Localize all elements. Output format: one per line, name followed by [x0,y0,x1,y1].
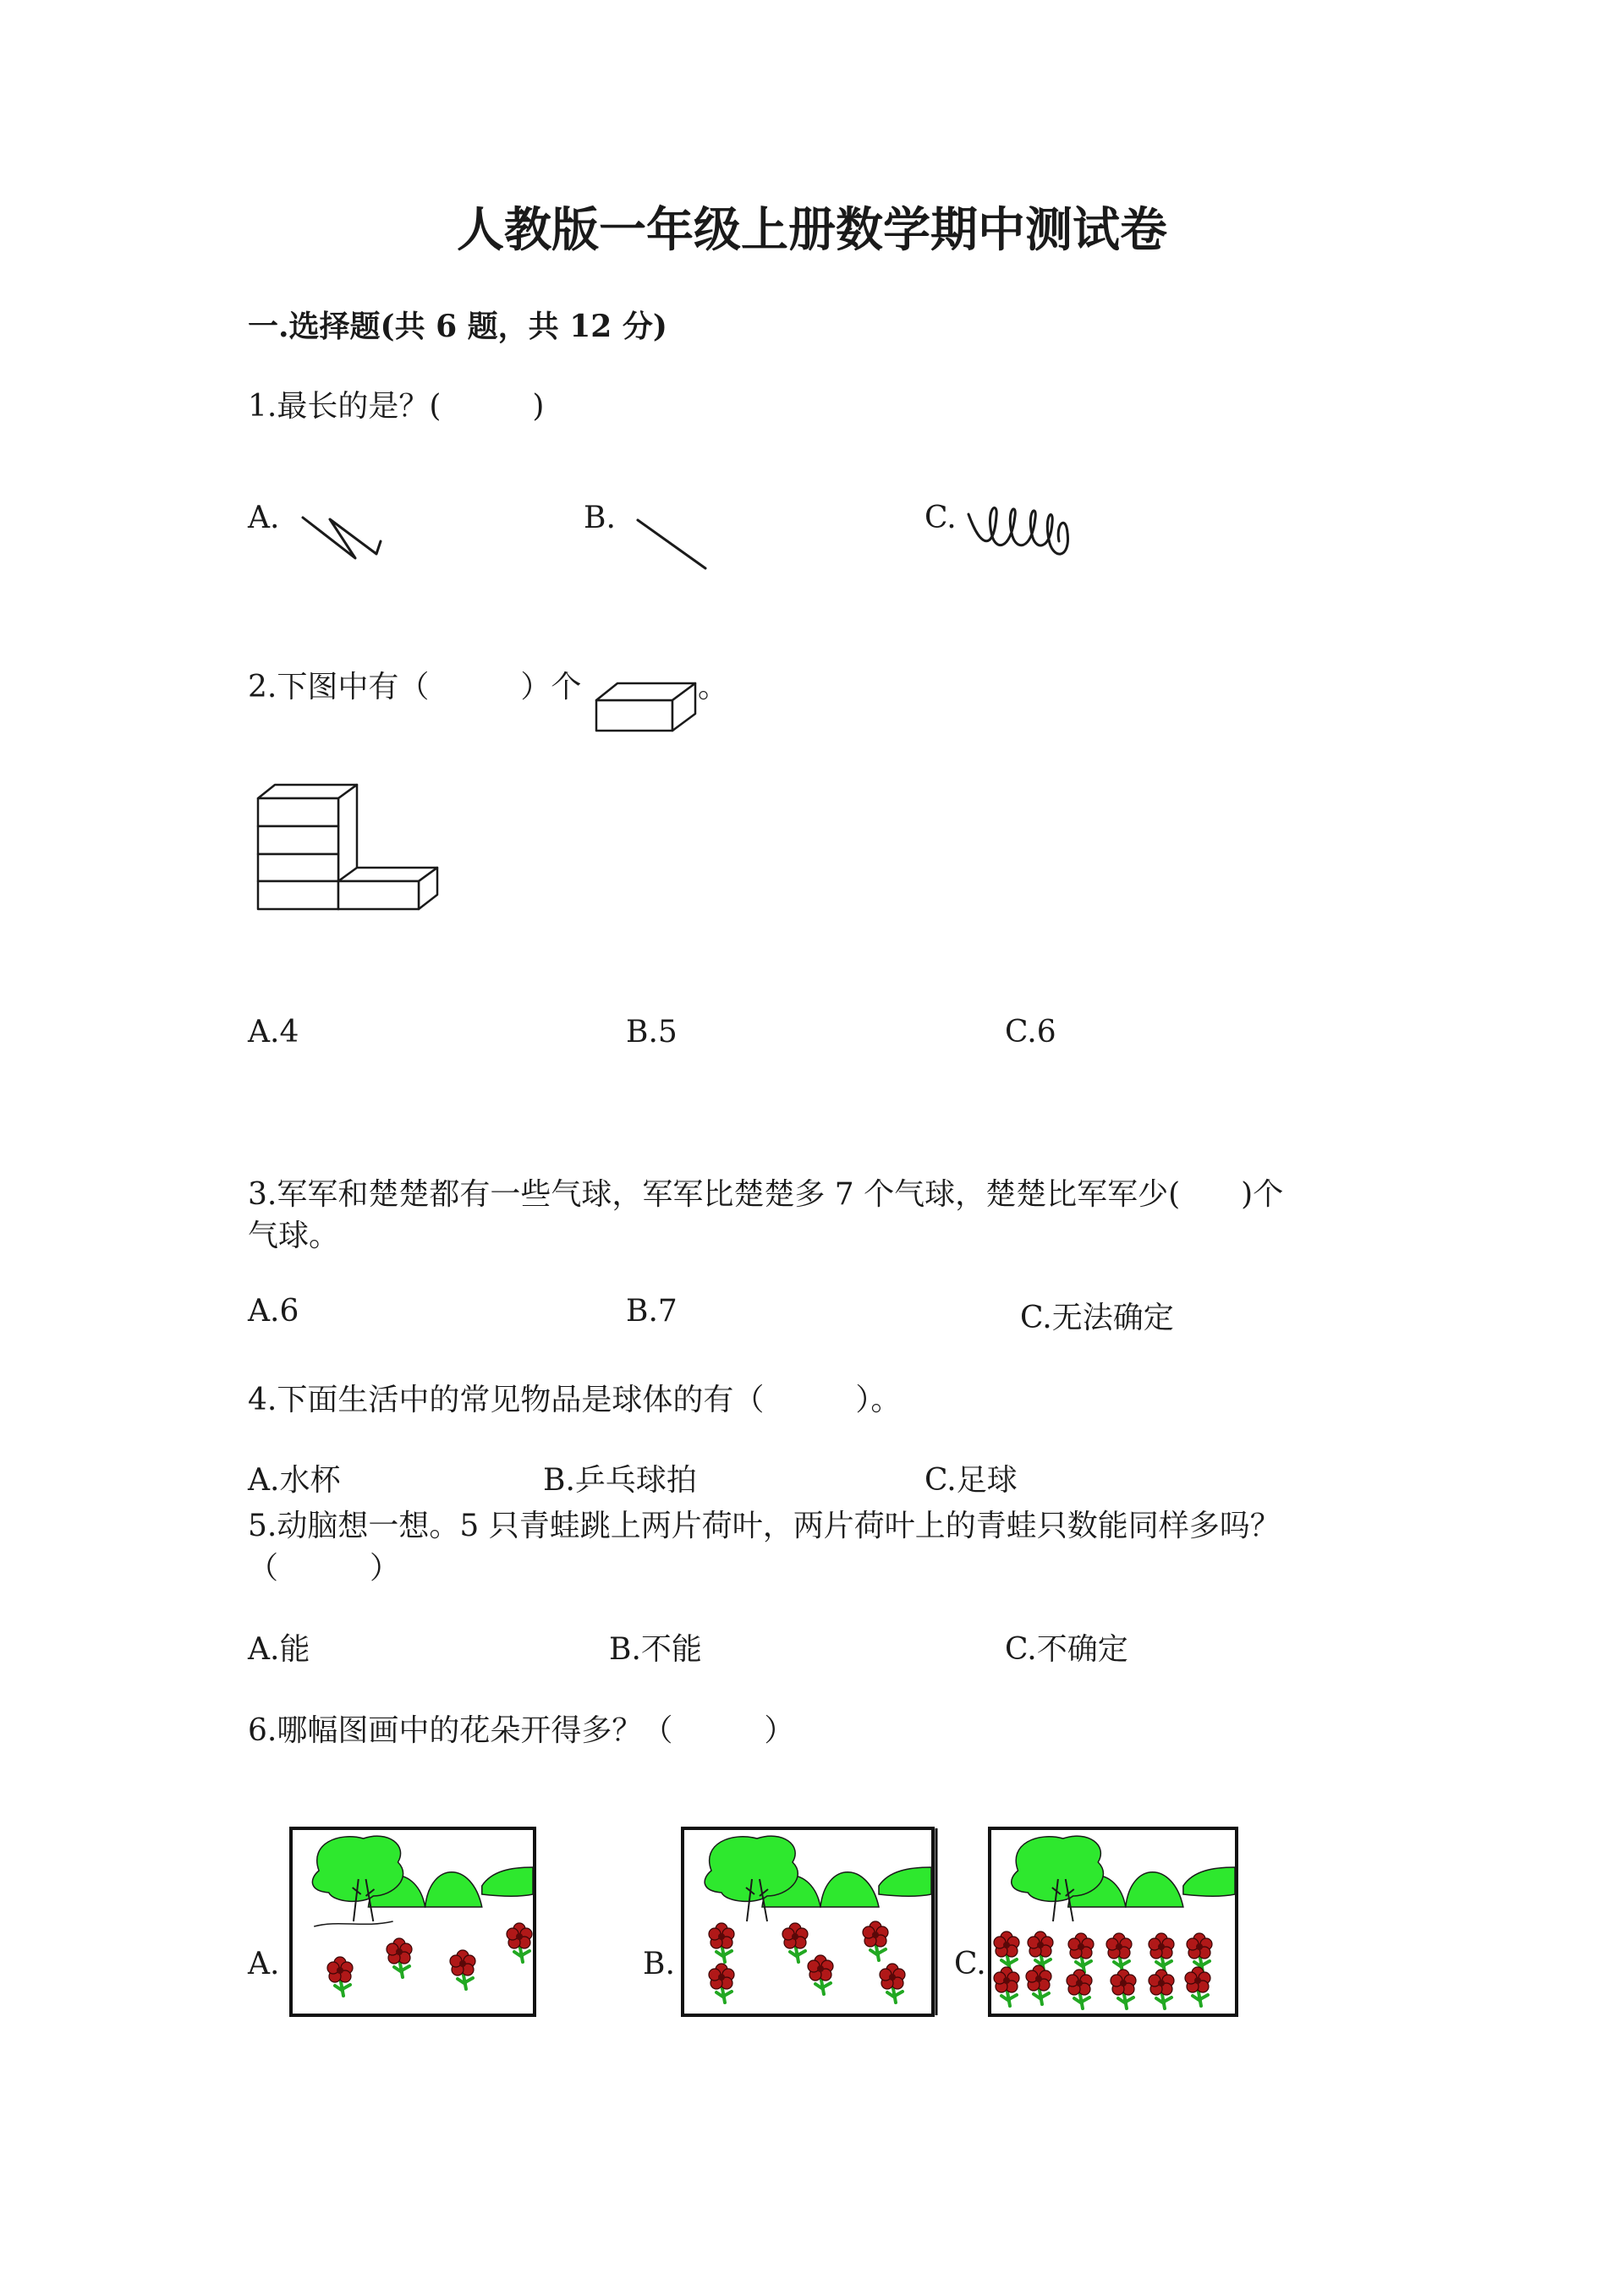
question-3-text-line1: 3.军军和楚楚都有一些气球，军军比楚楚多 7 个气球，楚楚比军军少( )个 [248,1177,1284,1212]
curly-line-figure [964,499,1083,575]
q2-option-b[interactable]: B.5 [626,1015,678,1049]
q3-option-a[interactable]: A.6 [248,1294,299,1329]
straight-line-figure [634,516,710,575]
q1-option-b[interactable]: B. [584,501,616,535]
q1-option-c[interactable]: C. [924,501,957,535]
q6-option-a[interactable]: A. [248,1947,280,1981]
stacked-bricks-figure [254,778,448,930]
flower-picture-b [681,1827,939,2021]
q3-option-b[interactable]: B.7 [626,1294,678,1329]
question-5-text-line1: 5.动脑想一想。5 只青蛙跳上两片荷叶，两片荷叶上的青蛙只数能同样多吗？ [248,1509,1281,1543]
question-3-text-line2: 气球。 [248,1219,340,1253]
question-4-text: 4.下面生活中的常见物品是球体的有（ ）。 [248,1383,902,1417]
question-2-text: 2.下图中有（ ）个 [248,670,582,704]
section-heading: 一.选择题(共 6 题，共 12 分) [248,309,667,344]
q5-option-a[interactable]: A.能 [248,1632,310,1667]
question-2-suffix: 。 [698,670,729,704]
q4-option-b[interactable]: B.乒乓球拍 [543,1463,697,1498]
q4-option-c[interactable]: C.足球 [924,1463,1018,1498]
q6-option-b[interactable]: B. [643,1947,675,1981]
single-brick-icon [592,677,702,736]
q4-option-a[interactable]: A.水杯 [248,1463,341,1498]
page-title: 人教版一年级上册数学期中测试卷 [457,202,1167,258]
q2-option-a[interactable]: A.4 [248,1015,299,1049]
zigzag-line-figure [296,507,389,567]
q3-option-c[interactable]: C.无法确定 [1020,1301,1174,1335]
q1-option-a[interactable]: A. [248,501,280,535]
question-5-text-line2: （ ） [248,1551,401,1586]
q5-option-c[interactable]: C.不确定 [1005,1632,1128,1667]
flower-picture-a [289,1827,540,2021]
question-1-text: 1.最长的是？( ) [248,389,545,424]
q2-option-c[interactable]: C.6 [1005,1015,1056,1049]
flower-picture-c [988,1827,1242,2021]
question-6-text: 6.哪幅图画中的花朵开得多？（ ） [248,1713,795,1748]
q6-option-c[interactable]: C. [954,1947,986,1981]
q5-option-b[interactable]: B.不能 [609,1632,702,1667]
